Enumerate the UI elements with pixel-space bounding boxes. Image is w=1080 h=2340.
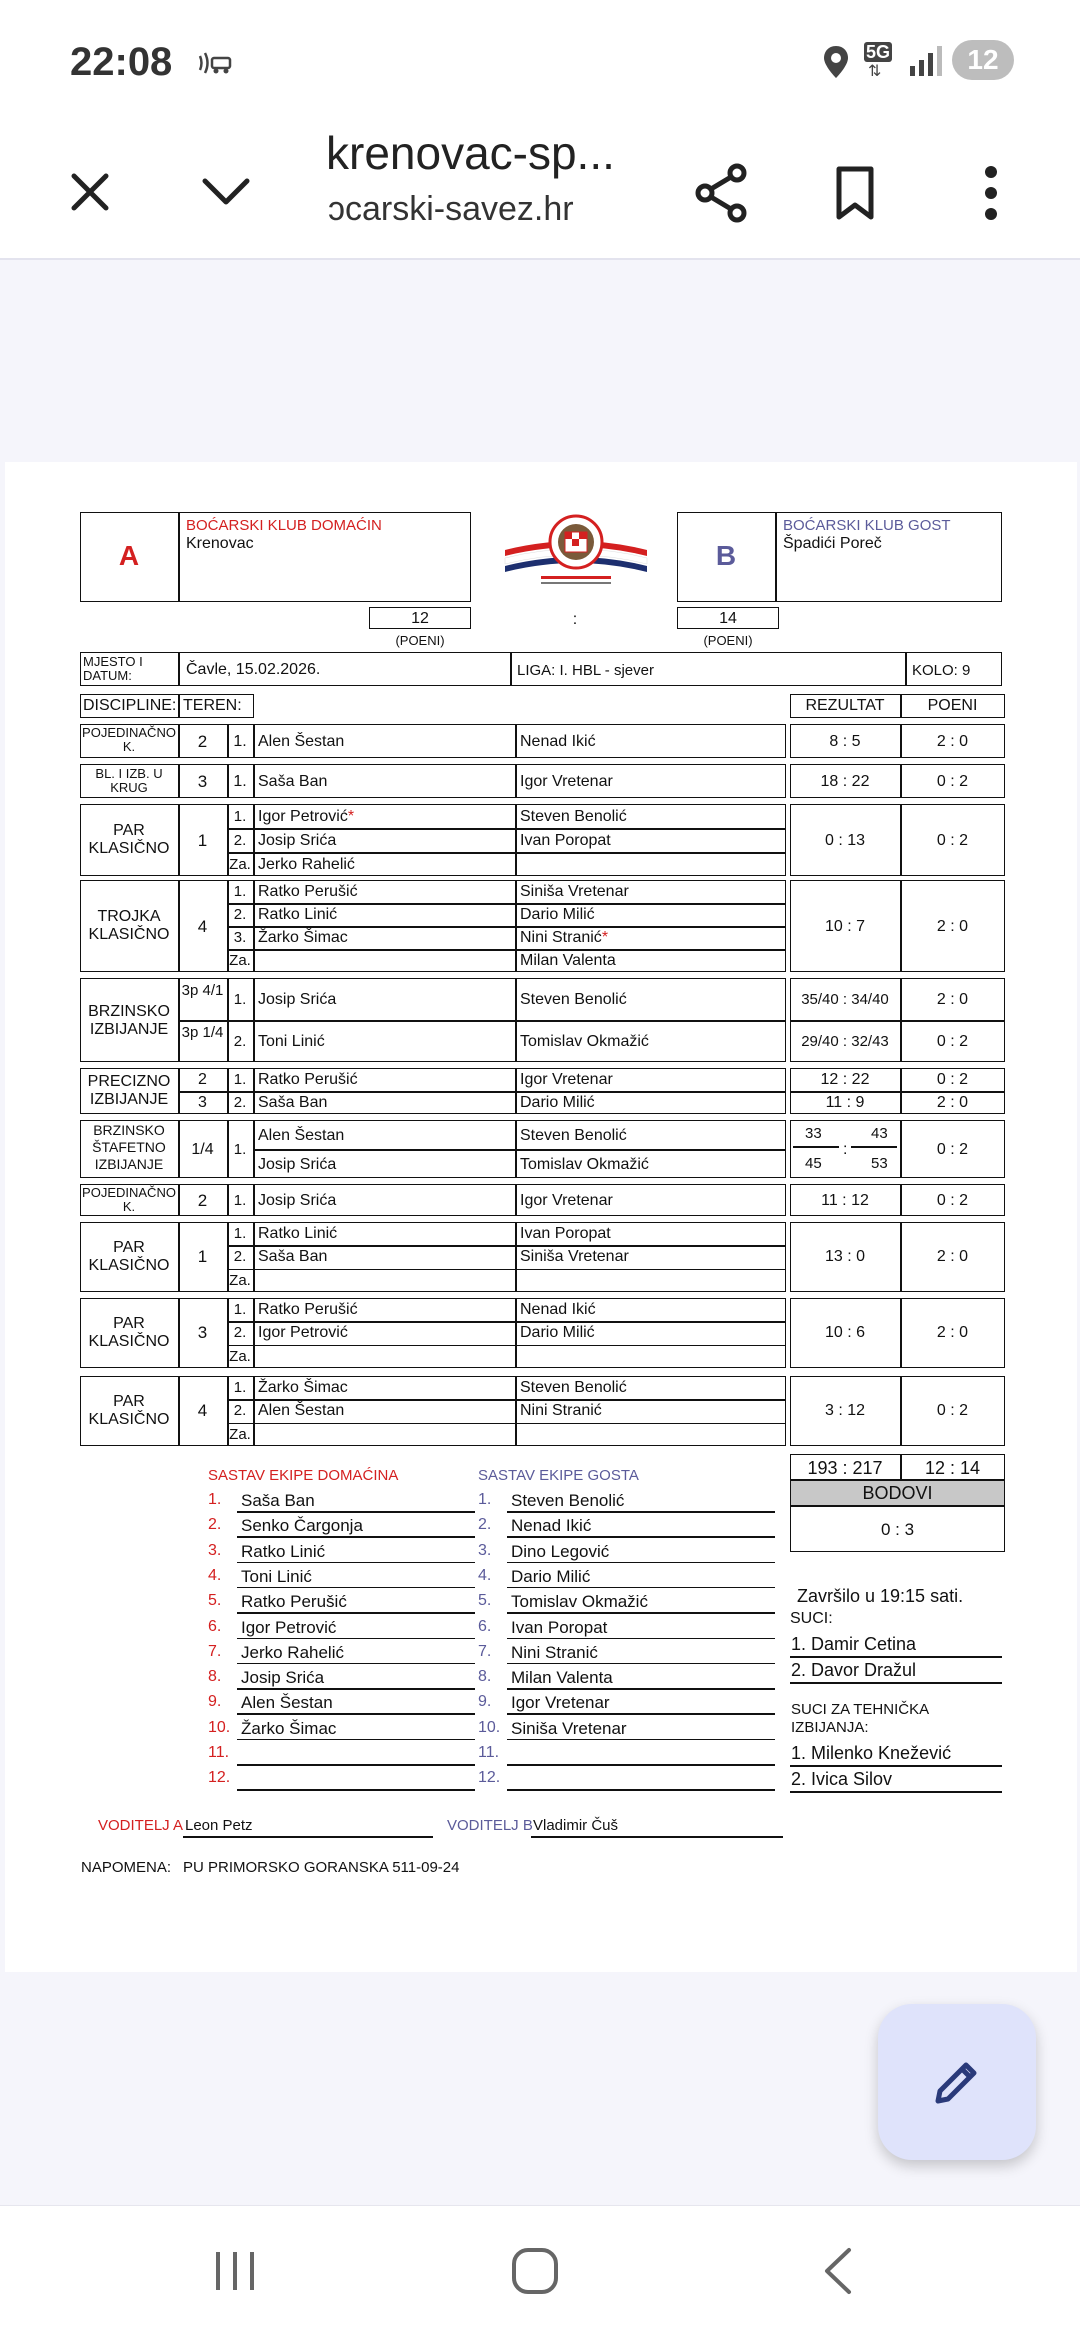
tech-judge-1: 1. Milenko Knežević [791,1743,952,1763]
player-number: 2. [233,1402,247,1420]
result-points: 2 : 0 [936,1324,969,1341]
away-player: Igor Vretenar [520,1192,613,1209]
away-player: Steven Benolić [520,1127,627,1144]
relay-score: 33 [805,1125,822,1142]
location-icon [822,44,850,85]
home-roster-number: 6. [208,1617,222,1635]
battery-level: 12 [967,44,999,75]
round: KOLO: 9 [912,662,971,679]
federation-logo [501,512,651,597]
home-player: Alen Šestan [258,733,345,750]
away-points: 14 [719,610,737,627]
place-label: MJESTO I DATUM: [83,654,143,683]
home-button[interactable] [490,2226,580,2316]
player-number: 1. [233,773,247,790]
away-player: Tomislav Okmažić [520,1033,649,1050]
away-roster-number: 10. [478,1718,501,1736]
home-roster-label: SASTAV EKIPE DOMAĆINA [208,1467,399,1484]
away-roster-number: 9. [478,1693,492,1711]
home-player: Ratko Perušić [258,883,358,900]
teren-number: 3 [197,772,208,791]
battery-icon [952,40,1014,80]
player-number: 1. [233,1141,247,1158]
away-roster-number: 11. [478,1744,500,1761]
tech-judges-label-2: IZBIJANJA: [791,1719,869,1736]
coach-a-label: VODITELJ A [98,1817,184,1834]
league: LIGA: I. HBL - sjever [517,662,654,679]
player-number: 1. [233,808,247,825]
home-roster-number: 4. [208,1566,222,1584]
points-colon: : [572,611,578,628]
player-number: 2. [233,832,247,849]
home-player: Žarko Šimac [258,1379,348,1396]
judge-2: 2. Davor Dražul [791,1660,917,1680]
away-roster-number: 12. [478,1769,501,1787]
home-points-label: (POENI) [395,633,445,648]
away-roster-number: 8. [478,1668,492,1686]
away-points-label: (POENI) [703,633,753,648]
home-player: Alen Šestan [258,1127,345,1144]
discipline-name: PRECIZNO IZBIJANJE [87,1073,171,1108]
back-icon [819,2246,855,2296]
page-title[interactable]: krenovac-sp... [326,127,615,179]
home-roster-player: Ratko Linić [241,1541,326,1561]
total-score: 193 : 217 [807,1458,883,1478]
home-club-name: Krenovac [186,535,254,552]
scoresheet-page [5,462,1077,1972]
home-player: Igor Petrović* [258,808,355,825]
away-roster-player: Nenad Ikić [511,1516,592,1536]
result-points: 2 : 0 [936,733,969,750]
player-number: 1. [233,1192,247,1209]
home-roster-player: Jerko Rahelić [241,1642,344,1662]
away-roster-number: 2. [478,1516,492,1534]
result-points: 0 : 2 [936,1071,969,1088]
player-number: Za. [229,856,251,873]
teren-label: TEREN: [183,697,242,714]
result-score: 8 : 5 [829,733,861,750]
player-number: Za. [229,952,251,969]
player-number: 1. [233,1225,247,1242]
home-player: Igor Petrović [258,1324,348,1342]
away-roster-player: Siniša Vretenar [511,1718,627,1738]
away-roster-player: Igor Vretenar [511,1693,610,1713]
result-score: 11 : 12 [821,1192,869,1209]
player-number: 2. [233,1248,247,1266]
home-roster-number: 10. [208,1718,231,1736]
player-number: Za. [229,1347,251,1365]
home-roster-player: Alen Šestan [241,1693,333,1713]
home-roster-number: 12. [208,1769,231,1787]
home-roster-number: 5. [208,1592,222,1610]
home-club-heading: BOĆARSKI KLUB DOMAĆIN [186,517,382,534]
away-roster-number: 4. [478,1566,492,1584]
poeni-label: POENI [927,697,978,714]
result-points: 0 : 2 [936,1192,969,1209]
bodovi-value: 0 : 3 [880,1520,915,1539]
away-player: Steven Benolić [520,991,627,1008]
result-points: 2 : 0 [936,918,969,935]
result-points: 2 : 0 [936,1248,969,1265]
player-number: 2. [233,1033,247,1050]
tech-judges-label: SUCI ZA TEHNIČKA [791,1701,930,1718]
more-menu-button[interactable] [950,152,1032,234]
player-number: Za. [229,1425,251,1443]
home-roster-number: 8. [208,1668,222,1686]
finished-time: Završilo u 19:15 sati. [797,1586,964,1606]
more-vert-icon [984,165,998,221]
home-roster-number: 9. [208,1693,222,1711]
player-number: 1. [233,1301,247,1318]
relay-score: 43 [871,1125,888,1142]
player-number: 1. [233,991,247,1008]
tech-judge-2: 2. Ivica Silov [791,1769,893,1789]
away-roster-number: 1. [478,1491,492,1508]
player-number: 1. [233,883,247,900]
home-player: Ratko Linić [258,906,338,923]
note-label: NAPOMENA: [81,1859,172,1876]
home-roster-player: Ratko Perušić [241,1592,347,1612]
home-roster-number: 1. [208,1491,222,1508]
home-player: Saša Ban [258,773,328,790]
away-roster-player: Milan Valenta [511,1668,613,1688]
away-letter: B [715,540,737,571]
network-5g-icon: 5G ⇅ [866,42,891,80]
player-number: 1. [233,1379,247,1396]
home-roster-player: Toni Linić [241,1566,312,1586]
discipline-name: PAR KLASIČNO [88,1239,170,1274]
discipline-name: POJEDINAČNO K. [82,725,176,754]
result-score: 18 : 22 [820,773,870,790]
away-roster-player: Tomislav Okmažić [511,1592,648,1612]
close-button[interactable] [50,152,130,232]
away-roster-label: SASTAV EKIPE GOSTA [478,1467,639,1484]
clock: 22:08 [70,40,173,84]
result-points: 0 : 2 [936,773,969,790]
network-label: 5G [866,42,891,62]
away-player: Siniša Vretenar [520,1248,629,1266]
coach-b: Vladimir Čuš [533,1817,619,1834]
discipline-name: PAR KLASIČNO [88,822,170,857]
total-points: 12 : 14 [924,1458,981,1478]
signal-icon [908,44,942,83]
teren-number: 3p 4/1 [181,982,224,999]
teren-number: 4 [197,917,208,936]
home-roster-number: 2. [208,1516,222,1534]
expand-button[interactable] [186,152,266,232]
player-number: 1. [233,733,247,750]
close-icon [68,170,112,214]
relay-score: 45 [805,1155,822,1172]
discipline-name: PAR KLASIČNO [88,1393,170,1428]
nfc-car-icon [196,46,236,85]
recents-icon [212,2248,258,2294]
away-player: Steven Benolić [520,808,627,825]
result-points: 0 : 2 [936,1141,969,1158]
bodovi-label: BODOVI [862,1483,933,1503]
home-player: Saša Ban [258,1094,328,1111]
home-roster-player: Senko Čargonja [241,1516,363,1536]
teren-number: 1 [197,1247,208,1266]
away-player: Dario Milić [520,906,595,923]
teren-number: 3p 1/4 [181,1024,224,1041]
away-roster-player: Nini Stranić [511,1642,598,1662]
away-roster-number: 3. [478,1541,492,1559]
away-roster-player: Dario Milić [511,1566,591,1586]
away-player: Tomislav Okmažić [520,1156,649,1173]
pencil-icon [930,2055,984,2109]
home-player: Saša Ban [258,1248,328,1266]
result-score: 29/40 : 32/43 [801,1033,889,1050]
rezultat-label: REZULTAT [805,697,885,714]
away-player: Ivan Poropat [520,832,611,849]
home-player: Josip Srića [258,1156,337,1173]
home-player: Toni Linić [258,1033,325,1050]
home-roster-player: Igor Petrović [241,1617,337,1637]
discipline-name: TROJKA KLASIČNO [88,908,170,943]
home-roster-player: Saša Ban [241,1491,315,1510]
away-player: Milan Valenta [520,952,616,969]
teren-number: 3 [197,1323,208,1342]
discipline-label: DISCIPLINE: [83,697,177,714]
result-score: 10 : 6 [824,1324,866,1341]
place-value: Čavle, 15.02.2026. [186,661,321,678]
result-score: 3 : 12 [824,1402,866,1419]
home-player: Žarko Šimac [258,929,348,946]
relay-score: 53 [871,1155,888,1172]
home-roster-number: 3. [208,1541,222,1559]
result-score: 0 : 13 [824,832,866,849]
away-player: Nenad Ikić [520,733,596,750]
discipline-name: BL. I IZB. U KRUG [95,766,163,795]
home-roster-number: 7. [208,1642,222,1660]
back-button[interactable] [792,2226,882,2316]
result-score: 12 : 22 [820,1071,870,1088]
teren-number: 4 [197,1401,208,1420]
teren-number: 2 [198,1071,207,1088]
home-roster-player: Žarko Šimac [241,1718,337,1738]
status-bar [0,0,1080,120]
result-points: 2 : 0 [936,1094,969,1111]
away-player: Dario Milić [520,1324,595,1342]
away-player: Igor Vretenar [520,1071,613,1088]
share-button[interactable] [680,152,762,234]
player-number: 2. [233,1324,247,1342]
result-score: 11 : 9 [825,1094,865,1111]
coach-a: Leon Petz [185,1817,253,1834]
home-player: Ratko Perušić [258,1301,358,1318]
share-icon [693,163,749,223]
player-number: 2. [233,906,247,923]
player-number: 2. [233,1094,247,1111]
teren-number: 1 [197,831,208,850]
away-club-heading: BOĆARSKI KLUB GOST [783,517,951,534]
home-player: Jerko Rahelić [258,856,355,873]
browser-toolbar [0,120,1080,260]
away-player: Siniša Vretenar [520,883,629,900]
judges-label: SUCI: [790,1610,833,1627]
result-points: 0 : 2 [936,1402,969,1419]
discipline-name: PAR KLASIČNO [88,1315,170,1350]
away-player: Nini Stranić* [520,929,609,946]
player-number: 1. [233,1071,247,1088]
home-player: Josip Srića [258,1192,337,1209]
away-player: Steven Benolić [520,1379,627,1396]
away-player: Ivan Poropat [520,1225,611,1242]
home-player: Ratko Linić [258,1225,338,1242]
away-roster-number: 6. [478,1617,492,1635]
recents-button[interactable] [190,2226,280,2316]
home-points: 12 [411,610,429,627]
away-player: Nini Stranić [520,1402,602,1420]
chevron-down-icon [201,177,251,207]
home-player: Ratko Perušić [258,1071,358,1088]
away-roster-number: 7. [478,1642,492,1660]
result-score: 35/40 : 34/40 [801,991,889,1008]
relay-colon: : [843,1141,848,1158]
result-score: 10 : 7 [824,918,866,935]
away-player: Igor Vretenar [520,773,613,790]
home-roster-player: Josip Srića [241,1668,325,1688]
home-player: Josip Srića [258,832,337,849]
away-roster-player: Dino Legović [511,1541,610,1561]
discipline-name: POJEDINAČNO K. [82,1185,176,1214]
home-player: Josip Srića [258,991,337,1008]
home-roster-number: 11. [208,1744,230,1761]
away-player: Dario Milić [520,1094,595,1111]
result-points: 2 : 0 [936,991,969,1008]
teren-number: 2 [197,1191,208,1210]
away-roster-player: Ivan Poropat [511,1617,608,1637]
edit-fab-button[interactable] [878,2004,1036,2160]
bookmark-button[interactable] [814,152,896,234]
coach-b-label: VODITELJ B [447,1817,533,1834]
navigation-bar [0,2205,1080,2340]
bookmark-icon [835,165,875,221]
result-score: 13 : 0 [824,1248,866,1265]
judge-1: 1. Damir Cetina [791,1634,917,1654]
page-domain[interactable]: ɔcarski-savez.hr [328,190,574,228]
discipline-name: BRZINSKO IZBIJANJE [88,1003,170,1038]
player-number: Za. [229,1271,251,1289]
discipline-name: BRZINSKO ŠTAFETNO IZBIJANJE [92,1122,166,1172]
away-roster-player: Steven Benolić [511,1491,625,1510]
note-text: PU PRIMORSKO GORANSKA 511-09-24 [183,1859,460,1876]
away-player: Nenad Ikić [520,1301,596,1318]
teren-number: 1/4 [191,1141,214,1158]
result-points: 0 : 2 [936,832,969,849]
player-number: 3. [233,929,247,946]
home-letter: A [118,540,140,571]
home-icon [510,2246,560,2296]
away-club-name: Špadići Poreč [783,535,882,552]
home-player: Alen Šestan [258,1402,345,1420]
teren-number: 2 [197,732,208,751]
away-roster-number: 5. [478,1592,492,1610]
result-points: 0 : 2 [936,1033,969,1050]
teren-number: 3 [198,1094,207,1111]
